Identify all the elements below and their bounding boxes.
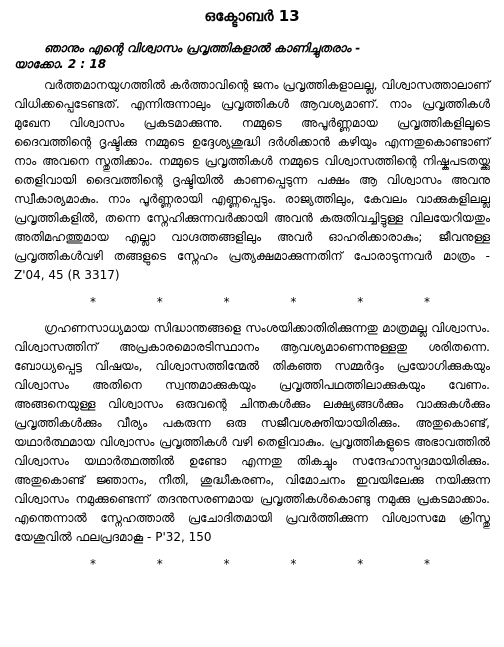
paragraph-reference: P'32, 150 <box>155 530 212 544</box>
paragraph-1 <box>14 76 490 285</box>
scripture-verse <box>14 40 490 72</box>
separator-star: * <box>90 557 96 571</box>
separator-star: * <box>423 557 430 571</box>
separator-star: * <box>90 295 96 309</box>
separator-star: * <box>223 557 230 571</box>
separator-star: * <box>357 295 364 309</box>
separator-star: * <box>357 557 364 571</box>
star-separator <box>14 295 490 309</box>
paragraph-text: വർത്തമാനയുഗത്തിൽ കർത്താവിന്റെ ജനം പ്രവൃത്തികളാലല്ല, വിശ്വാസത്താലാണ് വിധിക്കപ്പെടേണ്ടത്. എന്നിരുന്നാലും പ്രവൃത്തികൾ ആവശ്യമാണ്. നാം പ്രവൃത്തികൾ മുഖേന വിശ്വാസം പ്രകടമാക്കുന്നു. നമ്മുടെ അപൂർണ്ണമായ പ്രവൃത്തികളിലൂടെ ദൈവത്തിന്റെ ദൃഷ്ടിക്കു നമ്മുടെ ഉദ്ദേശ്യശുദ്ധി ദർശിക്കാൻ കഴിയും എന്നതുകൊണ്ടാണ് നാം അവനെ സ്തുതിക്കാം. നമ്മുടെ പ്രവൃത്തികൾ നമ്മുടെ വിശ്വാസത്തിന്റെ നിഷ്കപടതയ്ക്കു തെളിവായി ദൈവത്തിന്റെ ദൃഷ്ടിയിൽ കാണപ്പെടുന്ന പക്ഷം ആ വിശ്വാസം അവനു സ്വീകാര്യമാകും. നാം പൂർണ്ണരായി എണ്ണപ്പെടും. രാജ്യത്തിലും, കേവലം വാക്കുകളിലല്ല പ്രവൃത്തികളിൽ, തന്നെ സ്നേഹിക്കുന്നവർക്കായി അവൻ കരുതിവച്ചിട്ടുള്ള വിലയേറിയതും അതിമഹത്തുമായ എല്ലാ വാഗ്ദത്തങ്ങളിലും അവർ ഓഹരിക്കാരാകും; ജീവനുള്ള പ്രവൃത്തികൾവഴി തങ്ങളുടെ സ്നേഹം പ്രത്യക്ഷമാക്കുന്നതിന് പോരാടുന്നവർ മാത്രം - <box>14 78 490 263</box>
verse-text: ഞാനും എന്റെ വിശ്വാസം പ്രവൃത്തികളാൽ കാണിച്ചുതരാം - <box>44 41 361 55</box>
paragraph-reference: Z'04, 45 (R 3317) <box>14 268 120 282</box>
verse-reference: യാക്കോ. 2 : 18 <box>14 57 107 71</box>
page-title: ഒക്ടോബർ 13 <box>204 7 300 25</box>
paragraph-2 <box>14 319 490 547</box>
separator-star: * <box>156 295 163 309</box>
separator-star: * <box>156 557 163 571</box>
paragraph-text: ഗ്രഹണസാധ്യമായ സിദ്ധാന്തങ്ങളെ സംശയിക്കാതിരിക്കുന്നതു മാത്രമല്ല വിശ്വാസം. വിശ്വാസത്തിന് അപ്രകാരമൊരടിസ്ഥാനം ആവശ്യമാണെന്നുള്ളതു ശരിതന്നെ. ബോധ്യപ്പെട്ട വിഷയം, വിശ്വാസത്തിന്മേൽ തികഞ്ഞ സമ്മർദ്ദം പ്രയോഗിക്കുകയും വിശ്വാസം അതിനെ സ്വന്തമാക്കുകയും പ്രവൃത്തിപഥത്തിലാക്കുകയും വേണം. അങ്ങനെയുള്ള വിശ്വാസം ഒരുവന്റെ ചിന്തകൾക്കും ലക്ഷ്യങ്ങൾക്കും വാക്കുകൾക്കും പ്രവൃത്തികൾക്കും വീര്യം പകരുന്ന ഒരു സജീവശക്തിയായിരിക്കും. അതുകൊണ്ട്, യഥാർത്ഥമായ വിശ്വാസം പ്രവൃത്തികൾ വഴി തെളിവാകും. പ്രവൃത്തികളുടെ അഭാവത്തിൽ വിശ്വാസം യഥാർത്ഥത്തിൽ ഉണ്ടോ എന്നതു തികച്ചും സന്ദേഹാസ്പദമായിരിക്കും. അതുകൊണ്ട് ജ്ഞാനം, നീതി, ശുദ്ധീകരണം, വിമോചനം ഇവയിലേക്കു നയിക്കുന്ന വിശ്വാസം നമുക്കുണ്ടെന്ന് തദനുസരണമായ പ്രവൃത്തികൾകൊണ്ടു നമുക്കു പ്രകടമാക്കാം. എന്തെന്നാൽ സ്നേഹത്താൽ പ്രചോദിതമായി പ്രവർത്തിക്കുന്ന വിശ്വാസമേ ക്രിസ്തു യേശുവിൽ ഫലപ്രദമാകൂ - <box>14 321 490 544</box>
separator-star: * <box>290 557 297 571</box>
separator-star: * <box>423 295 430 309</box>
separator-star: * <box>290 295 297 309</box>
separator-star: * <box>223 295 230 309</box>
star-separator <box>14 557 490 571</box>
